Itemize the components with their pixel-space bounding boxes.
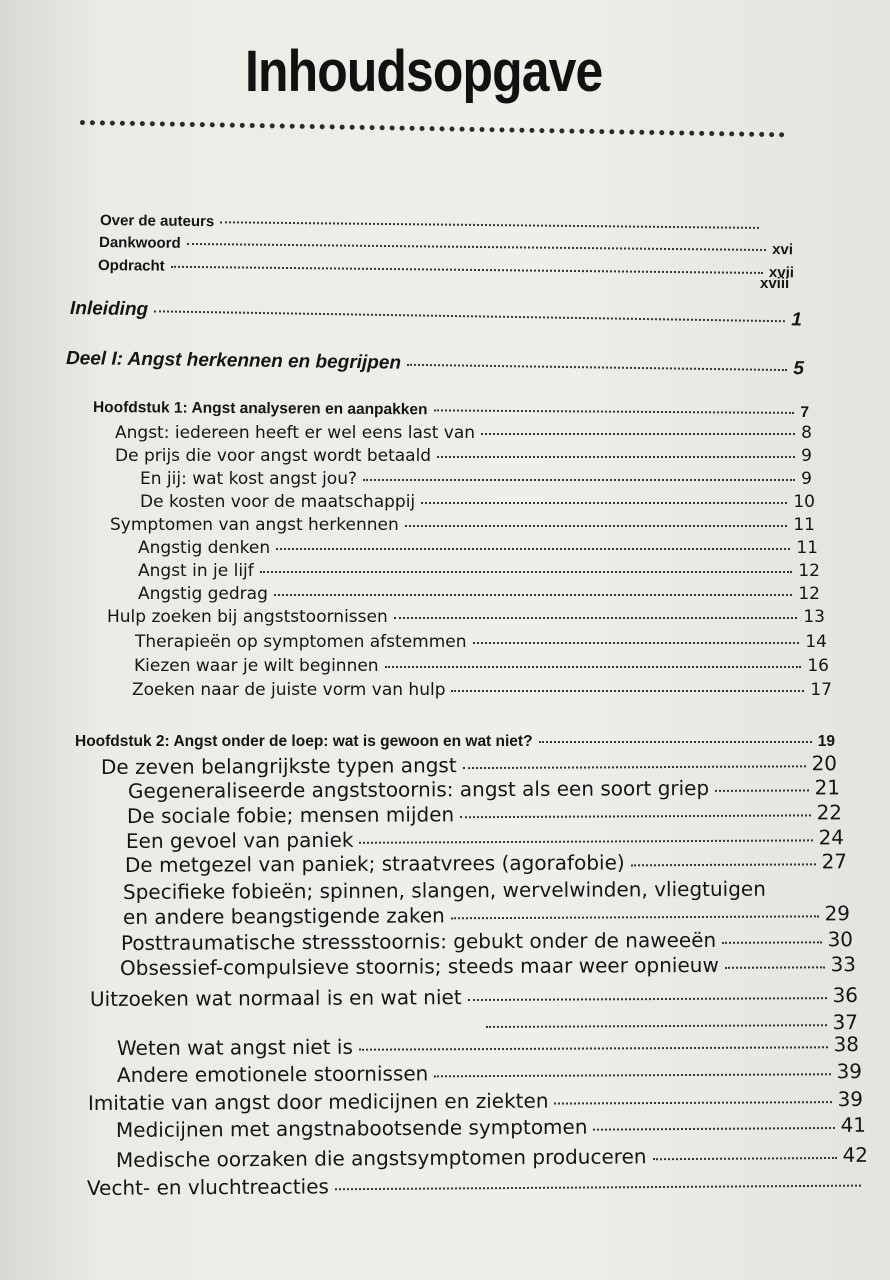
dot-leader — [434, 409, 795, 414]
dot-leader — [171, 266, 763, 274]
page-title: Inhoudsopgave — [245, 39, 603, 104]
dot-leader — [359, 1046, 828, 1050]
toc-entry-subsection — [135, 632, 827, 656]
toc-entry-subsection — [123, 901, 850, 929]
dot-leader — [451, 690, 804, 692]
entry-page: 37 — [832, 1010, 859, 1035]
toc-entry-section — [88, 1087, 863, 1115]
dot-leader — [539, 741, 812, 743]
dot-leader — [486, 1024, 827, 1028]
dot-leader — [335, 1185, 861, 1191]
entry-page: 13 — [803, 607, 825, 627]
entry-page: 9 — [801, 469, 812, 489]
entry-page: 19 — [817, 733, 835, 750]
entry-label: Kiezen waar je wilt beginnen — [134, 656, 379, 676]
dot-leader — [460, 814, 810, 818]
entry-label: Vecht- en vluchtreacties — [86, 1174, 329, 1200]
dot-leader — [653, 1157, 837, 1160]
entry-page: 39 — [837, 1086, 864, 1112]
entry-label: Een gevoel van paniek — [125, 827, 354, 853]
dot-leader — [385, 666, 802, 668]
dot-leader — [725, 966, 825, 969]
toc-entry-subsection — [127, 800, 842, 828]
entry-page: xvi — [772, 241, 794, 259]
dot-leader — [421, 502, 787, 504]
dot-leader — [187, 243, 766, 251]
entry-label: Medicijnen met angstnabootsende symptomen — [115, 1114, 588, 1142]
toc-entry-subsection — [138, 584, 820, 608]
entry-label: De kosten voor de maatschappij — [140, 492, 416, 512]
entry-page: 21 — [814, 775, 841, 800]
toc-entry-subsection — [125, 849, 847, 877]
toc-entry-subsection — [121, 927, 853, 955]
entry-label: Deel I: Angst herkennen en begrijpen — [65, 348, 402, 374]
dot-leader — [463, 765, 806, 769]
entry-label: Opdracht — [97, 257, 165, 275]
entry-page: 36 — [832, 982, 859, 1008]
toc-entry-part — [66, 348, 804, 382]
dot-leader — [220, 221, 759, 229]
toc-entry-front — [760, 275, 800, 299]
toc-entry-section — [110, 515, 815, 539]
toc-entry-subsection — [120, 952, 856, 980]
entry-label: Posttraumatische stressstoornis: gebukt onder de naweeën — [120, 927, 717, 955]
dot-leader — [722, 941, 821, 944]
entry-page: 20 — [811, 751, 838, 776]
entry-label: Medische oorzaken die angstsymptomen produceren — [115, 1144, 647, 1172]
toc-entry-subsection — [116, 1113, 866, 1142]
entry-label: Zoeken naar de juiste vorm van hulp — [132, 680, 446, 700]
entry-page: xviii — [760, 275, 790, 292]
toc-entry-subsection — [117, 1059, 862, 1087]
entry-page: 22 — [816, 800, 843, 825]
entry-page: 39 — [836, 1059, 863, 1084]
entry-label: Hoofdstuk 2: Angst onder de loep: wat is gewoon en wat niet? — [75, 733, 533, 750]
entry-label: Imitatie van angst door medicijnen en ziekten — [87, 1088, 549, 1115]
entry-label: De zeven belangrijkste typen angst — [100, 753, 457, 779]
entry-label: Weten wat angst niet is — [116, 1034, 353, 1060]
entry-label: Uitzoeken wat normaal is en wat niet — [89, 985, 462, 1011]
title-dotted-rule — [80, 120, 785, 137]
entry-label: Hoofdstuk 1: Angst analyseren en aanpakken — [92, 399, 428, 419]
dot-leader — [407, 364, 787, 371]
dot-leader — [274, 594, 792, 596]
entry-page: 42 — [842, 1142, 869, 1167]
entry-label: Andere emotionele stoornissen — [116, 1061, 429, 1087]
entry-label: De prijs die voor angst wordt betaald — [115, 446, 432, 466]
entry-page: xvii — [768, 264, 795, 282]
entry-page: 33 — [830, 952, 857, 977]
dot-leader — [451, 915, 819, 919]
entry-page: 12 — [798, 561, 820, 581]
dot-leader — [593, 1127, 834, 1131]
entry-page: 17 — [810, 680, 832, 700]
toc-entry-subsection — [134, 656, 829, 680]
toc-entry-section — [87, 1171, 867, 1200]
toc-entry-section — [90, 983, 858, 1011]
dot-leader — [473, 642, 800, 644]
dot-leader — [363, 479, 795, 481]
toc-entry-subsection — [138, 561, 820, 585]
toc-entry-wrapped-first-line: Specifieke fobieën; spinnen, slangen, wervelwinden, vliegtuigen — [122, 876, 766, 904]
toc-entry-subsection — [140, 469, 812, 493]
toc-entry-subsection — [128, 775, 840, 803]
toc-entry-section — [107, 607, 825, 631]
entry-label: Gegeneraliseerde angststoornis: angst als een soort griep — [127, 775, 710, 803]
entry-label: Angstig gedrag — [138, 584, 268, 604]
entry-page: 1 — [791, 309, 803, 331]
dot-leader — [554, 1101, 831, 1104]
entry-label: Therapieën op symptomen afstemmen — [135, 632, 467, 652]
dot-leader — [260, 571, 793, 573]
toc-entry-section — [101, 751, 837, 779]
entry-page: 29 — [824, 901, 851, 926]
entry-label: Angst in je lijf — [138, 561, 254, 581]
entry-page: 10 — [793, 492, 815, 512]
dot-leader — [631, 863, 816, 866]
entry-page: 5 — [793, 358, 805, 380]
entry-page: 38 — [833, 1032, 860, 1057]
dot-leader — [715, 789, 808, 791]
entry-label: en andere beangstigende zaken — [122, 903, 445, 929]
toc-entry-subsection — [132, 680, 832, 704]
dot-leader — [468, 997, 827, 1001]
entry-page: 27 — [821, 849, 848, 874]
toc-entry-subsection — [140, 492, 815, 516]
entry-label: Hulp zoeken bij angststoornissen — [107, 607, 388, 627]
entry-page: 12 — [798, 584, 820, 604]
entry-label: Obsessief-compulsieve stoornis; steeds maar weer opnieuw — [119, 952, 719, 980]
entry-page: 14 — [805, 632, 827, 652]
dot-leader — [405, 525, 788, 527]
toc-entry-inleiding — [70, 298, 802, 333]
entry-page: 41 — [840, 1112, 867, 1137]
entry-page: 16 — [807, 656, 829, 676]
dot-leader — [437, 456, 795, 458]
toc-entry-subsection — [117, 1032, 859, 1060]
entry-label: Inleiding — [69, 298, 149, 321]
entry-page: 11 — [796, 538, 818, 558]
entry-label: Angst: iedereen heeft er wel eens last van — [115, 423, 476, 443]
entry-label: De sociale fobie; mensen mijden — [126, 802, 455, 828]
entry-page: 24 — [818, 825, 845, 850]
dot-leader — [481, 433, 795, 435]
entry-label: De metgezel van paniek; straatvrees (agorafobie) — [124, 850, 625, 877]
dot-leader — [276, 548, 790, 550]
toc-entry-subsection — [138, 538, 818, 562]
entry-page: 30 — [827, 927, 854, 952]
dot-leader — [154, 310, 785, 322]
entry-page: 9 — [801, 446, 812, 466]
dot-leader — [434, 1073, 830, 1077]
entry-label: Over de auteurs — [99, 212, 215, 231]
dot-leader — [394, 617, 798, 619]
dot-leader — [359, 839, 812, 843]
entry-label: Angstig denken — [138, 538, 271, 558]
toc-entry-section — [115, 423, 812, 447]
entry-label: Symptomen van angst herkennen — [110, 515, 399, 535]
entry-page: 11 — [793, 515, 815, 535]
entry-page: 7 — [800, 403, 810, 421]
entry-page: 8 — [801, 423, 812, 443]
entry-label: En jij: wat kost angst jou? — [140, 469, 358, 489]
toc-entry-subsection — [116, 1143, 868, 1172]
entry-label: Dankwoord — [98, 234, 181, 252]
toc-entry-section — [115, 446, 812, 470]
